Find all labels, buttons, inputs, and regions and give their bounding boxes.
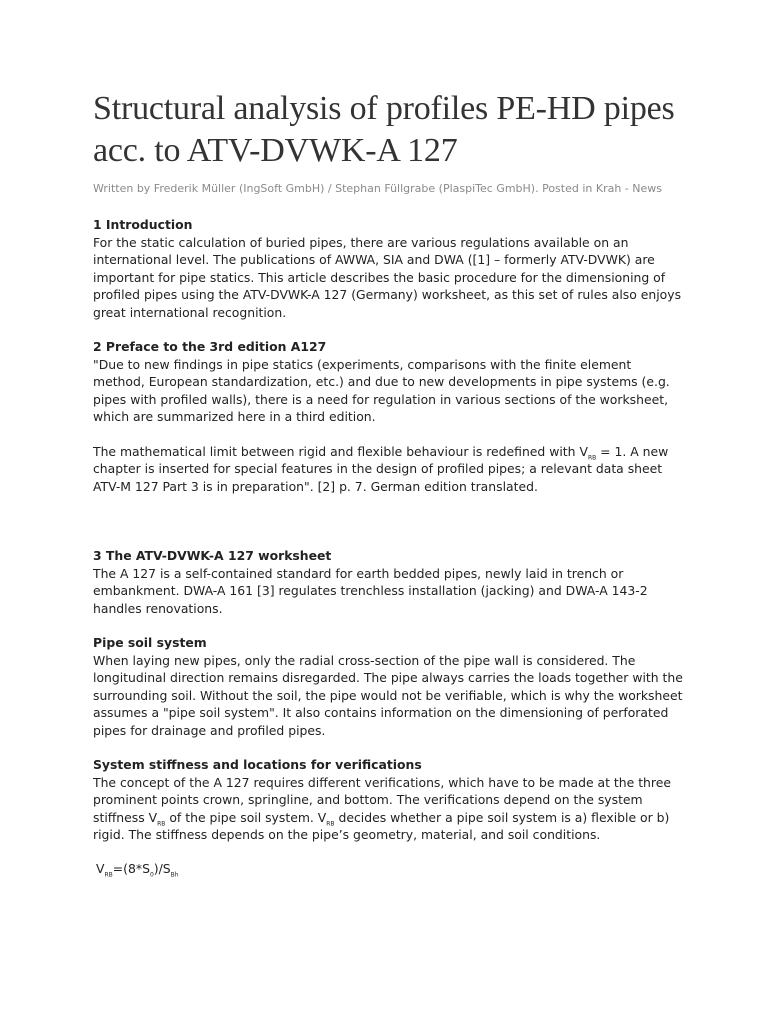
section-paragraph: When laying new pipes, only the radial cross-section of the pipe wall is considered. The longitudinal direction remains disregarded. The pipe always carries the loads together with the surrounding soil. Without the soil, the pipe would not be verifiable, which is why the worksheet assumes a "pipe soil system". It also contains information on the dimensioning of perforated pipes for drainage and profiled pipes. — [93, 652, 683, 738]
section-paragraph: For the static calculation of buried pipes, there are various regulations available on an international level. The publications of AWWA, SIA and DWA ([1] – formerly ATV-DVWK) are important for pipe statics. This article describes the basic procedure for the dimensioning of profiled pipes using the ATV-DVWK-A 127 (Germany) worksheet, as this set of rules also enjoys great international recognition. — [93, 234, 682, 320]
section-pipe-soil-system — [93, 634, 683, 739]
text-run: The mathematical limit between rigid and flexible behaviour is redefined with V — [93, 443, 588, 459]
formula-part: V — [96, 860, 105, 876]
text-run: = 1. A new chapter is inserted for special features in the design of profiled pipes; a relevant data sheet ATV-M 127 Part 3 is in preparation". [2] p. 7. German edition translated. — [93, 443, 669, 494]
article — [93, 88, 683, 877]
text-run: The concept of the A 127 requires different verifications, which have to be made at the three prominent points crown, springline, and bottom. The verifications depend on the system stiffness V — [93, 774, 671, 825]
section-paragraph: The A 127 is a self-contained standard for earth bedded pipes, newly laid in trench or embankment. DWA-A 161 [3] regulates trenchless installation (jacking) and DWA-A 143-2 handles renovations. — [93, 565, 648, 616]
subscript: RB — [587, 453, 597, 461]
stiffness-formula — [96, 860, 683, 877]
section-worksheet — [93, 547, 683, 617]
section-heading: 1 Introduction — [93, 217, 193, 232]
text-run: of the pipe soil system. V — [165, 809, 327, 825]
section-heading: Pipe soil system — [93, 635, 207, 650]
section-introduction — [93, 216, 683, 321]
subscript: RB — [157, 819, 166, 827]
subscript: Bh — [170, 870, 179, 878]
article-byline: Written by Frederik Müller (IngSoft GmbH) / Stephan Füllgrabe (PlaspiTec GmbH). Posted in Krah - News — [93, 182, 662, 195]
section-paragraph — [93, 774, 683, 844]
subscript: RB — [104, 870, 113, 878]
article-title: Structural analysis of profiles PE-HD pipes acc. to ATV-DVWK-A 127 — [93, 90, 675, 169]
section-heading: 2 Preface to the 3rd edition A127 — [93, 339, 327, 354]
subscript: RB — [326, 819, 335, 827]
subscript: 0 — [149, 870, 154, 878]
section-system-stiffness — [93, 756, 683, 844]
formula-part: =(8*S — [112, 860, 150, 876]
section-paragraph — [93, 443, 683, 496]
section-preface — [93, 338, 683, 495]
section-paragraph: "Due to new findings in pipe statics (experiments, comparisons with the finite element method, European standardization, etc.) and due to new developments in pipe systems (e.g. pipes with profiled walls), there is a need for regulation in various sections of the worksheet, which are summarized here in a third edition. — [93, 356, 670, 424]
formula-part: )/S — [153, 860, 171, 876]
section-heading: System stiffness and locations for verifications — [93, 757, 422, 772]
section-heading: 3 The ATV-DVWK-A 127 worksheet — [93, 548, 332, 563]
text-run: decides whether a pipe soil system is a) flexible or b) rigid. The stiffness depends on the pipe’s geometry, material, and soil conditions. — [93, 809, 670, 842]
